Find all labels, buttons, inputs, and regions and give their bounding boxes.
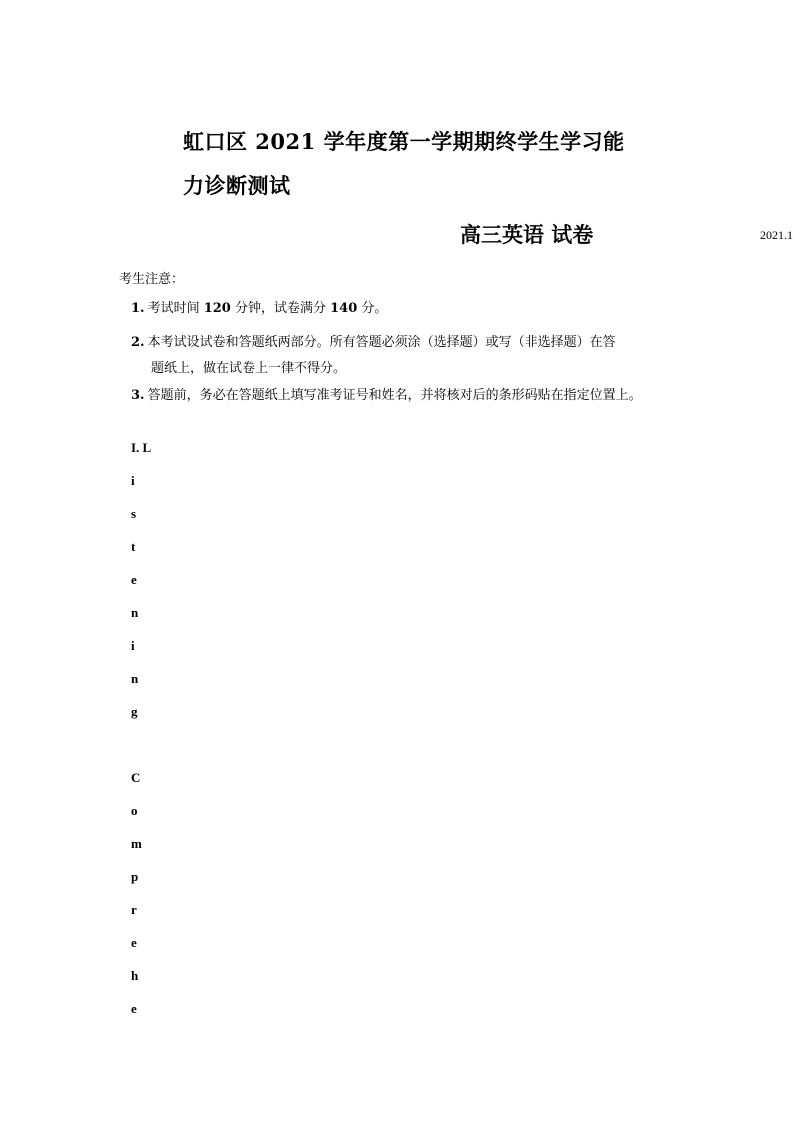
section-heading-char: t (131, 539, 136, 554)
section-heading-char: I. L (131, 440, 152, 455)
notice-item-1-score: 140 (330, 301, 358, 316)
section-heading-char: i (131, 473, 135, 488)
section-heading-char: o (131, 803, 138, 818)
section-heading-char: r (131, 902, 137, 917)
section-heading-char: n (131, 671, 139, 686)
notice-item-3 (131, 384, 642, 403)
notice-item-1-text-a: 考试时间 (147, 301, 204, 316)
section-heading-char: e (131, 572, 137, 587)
section-heading-char: h (131, 968, 139, 983)
section-heading-char: e (131, 1001, 137, 1016)
notice-item-1-text-c: 分钟，试卷满分 (230, 301, 331, 316)
section-heading-char: e (131, 935, 137, 950)
section-heading-char: C (131, 770, 141, 785)
notice-item-3-number: 3. (131, 388, 145, 403)
exam-title-line-1: 虹口区 2021 学年度第一学期期终学生学习能 (183, 129, 625, 154)
exam-title-line-2: 力诊断测试 (183, 173, 291, 198)
section-heading-char: s (131, 506, 137, 521)
notice-item-1-minutes: 120 (203, 301, 231, 316)
section-heading-char: n (131, 605, 139, 620)
section-heading-char: m (131, 836, 142, 851)
notice-item-1 (131, 297, 387, 316)
exam-date: 2021.1 (760, 228, 793, 242)
notice-item-2-continuation: 题纸上，做在试卷上一律不得分。 (151, 361, 347, 376)
section-heading-char: p (131, 869, 139, 884)
notice-item-2-number: 2. (131, 335, 145, 350)
notice-item-1-number: 1. (131, 301, 145, 316)
notice-item-2-text-line-1: 本考试设试卷和答题纸两部分。所有答题必须涂（选择题）或写（非选择题）在答 (147, 335, 616, 350)
section-heading-char: g (131, 704, 138, 719)
notice-item-2 (131, 331, 616, 350)
notice-item-1-text-e: 分。 (357, 301, 388, 316)
notice-title: 考生注意： (119, 272, 185, 287)
notice-item-3-text: 答题前，务必在答题纸上填写准考证号和姓名，并将核对后的条形码贴在指定位置上。 (147, 388, 642, 403)
section-heading-char: i (131, 638, 135, 653)
exam-subtitle: 高三英语 试卷 (460, 222, 594, 247)
